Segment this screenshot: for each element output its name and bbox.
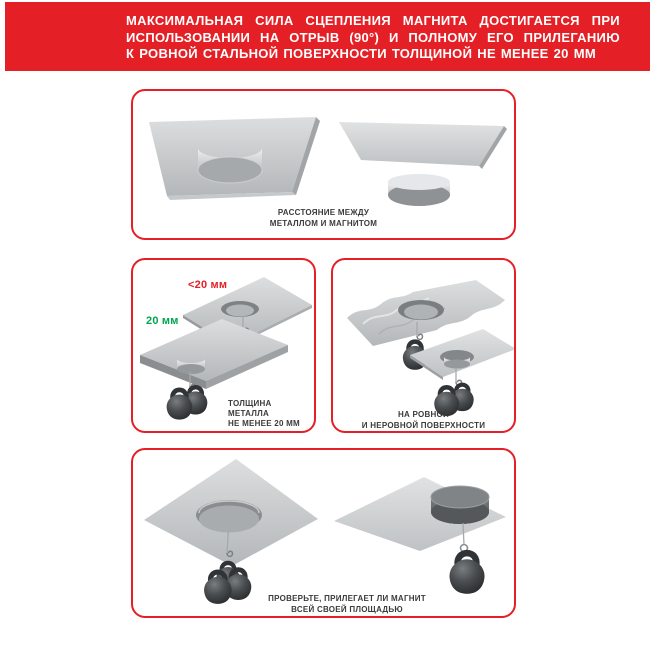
header-line-2: ИСПОЛЬЗОВАНИИ НА ОТРЫВ (90°) И ПОЛНОМУ ЕГО ПРИЛЕГАНИЮ bbox=[126, 29, 620, 45]
thick-thickness-label: 20 мм bbox=[146, 315, 179, 327]
panel-full-area bbox=[131, 448, 516, 618]
panel-surface bbox=[331, 258, 516, 433]
magnet-icon bbox=[431, 486, 489, 524]
full-area-illustration bbox=[133, 450, 514, 616]
panel-distance bbox=[131, 89, 516, 240]
magnet-icon bbox=[221, 301, 259, 317]
full-area-caption-line-2: ВСЕЙ СВОЕЙ ПЛОЩАДЬЮ bbox=[291, 605, 403, 614]
header-line-1: МАКСИМАЛЬНАЯ СИЛА СЦЕПЛЕНИЯ МАГНИТА ДОСТИГАЕТСЯ ПРИ bbox=[126, 13, 620, 28]
header-text bbox=[126, 13, 620, 63]
surface-caption-line-2: И НЕРОВНОЙ ПОВЕРХНОСТИ bbox=[361, 421, 486, 430]
surface-illustration bbox=[333, 260, 514, 431]
thickness-caption-line-2: МЕТАЛЛА bbox=[228, 409, 270, 418]
thickness-caption bbox=[228, 399, 300, 429]
surface-caption bbox=[333, 409, 514, 431]
full-area-caption-line-1: ПРОВЕРЬТЕ, ПРИЛЕГАЕТ ЛИ МАГНИТ bbox=[268, 594, 426, 603]
magnet-icon bbox=[440, 350, 474, 369]
kettlebell-icon bbox=[449, 553, 484, 594]
thickness-caption-line-1: ТОЛЩИНА bbox=[228, 399, 272, 408]
header-line-3: К РОВНОЙ СТАЛЬНОЙ ПОВЕРХНОСТИ ТОЛЩИНОЙ НЕ МЕНЕЕ 20 ММ bbox=[126, 46, 596, 61]
header-band bbox=[5, 2, 650, 71]
panel-thickness bbox=[131, 258, 316, 433]
magnet-icon bbox=[398, 300, 444, 320]
surface-caption-line-1: НА РОВНОЙ bbox=[397, 410, 449, 419]
magnet-icon bbox=[388, 174, 450, 206]
distance-caption-line-1: РАССТОЯНИЕ МЕЖДУ bbox=[277, 208, 370, 217]
steel-plate bbox=[339, 122, 507, 169]
kettlebell-pair-icon bbox=[167, 387, 208, 419]
thickness-caption-line-3: НЕ МЕНЕЕ 20 ММ bbox=[228, 419, 300, 428]
full-area-caption bbox=[237, 593, 457, 615]
thin-thickness-label: <20 мм bbox=[188, 279, 228, 291]
distance-caption bbox=[133, 207, 514, 229]
distance-caption-line-2: МЕТАЛЛОМ И МАГНИТОМ bbox=[269, 219, 378, 228]
